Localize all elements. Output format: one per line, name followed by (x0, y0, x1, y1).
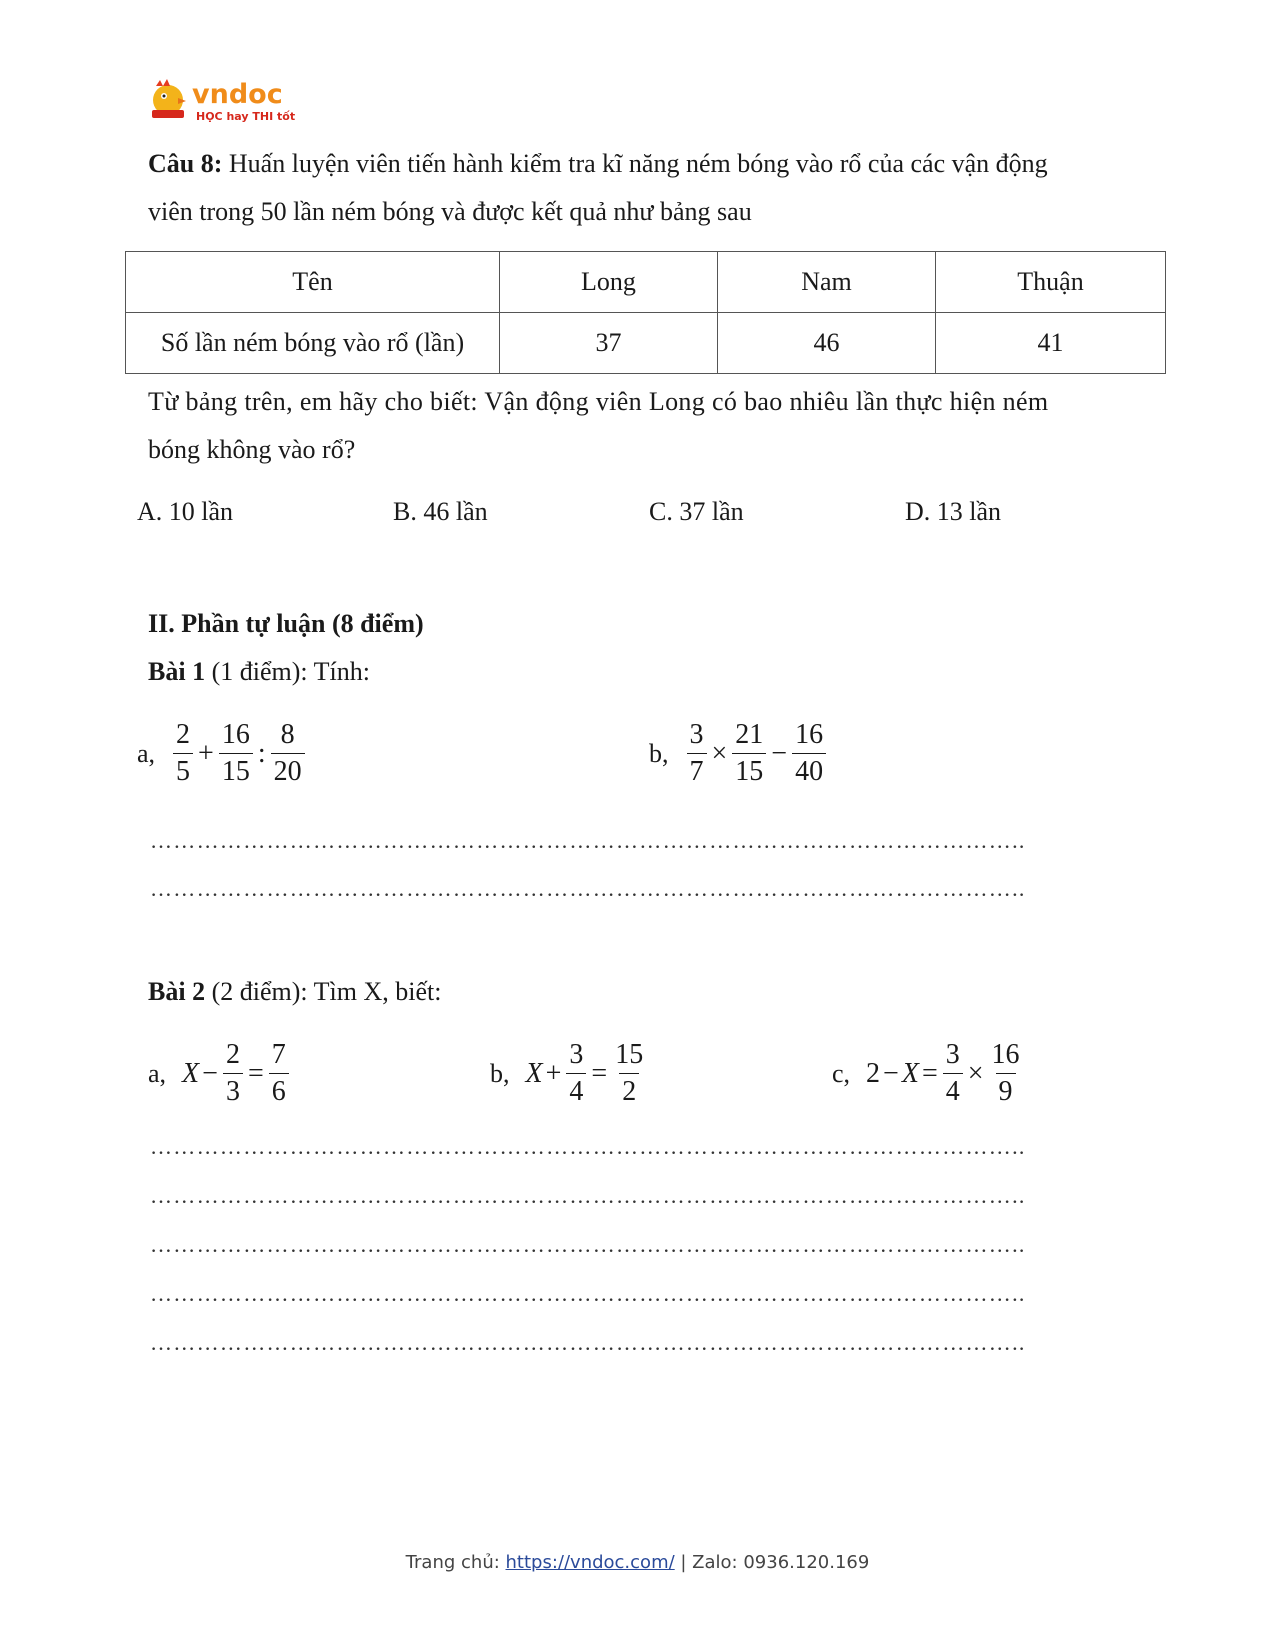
fraction: $\frac{8}{20}$ (271, 717, 305, 790)
table-cell: 41 (936, 313, 1166, 374)
operator: : (257, 737, 266, 769)
question8-prompt-line2: bóng không vào rổ? (148, 435, 356, 464)
table-cell: Nam (718, 252, 936, 313)
expr-label: c, (832, 1058, 851, 1088)
answer-line: ………………………………………………………………………………………………….. (150, 1330, 1026, 1355)
fraction: $\frac{16}{15}$ (219, 717, 253, 790)
answer-line: ………………………………………………………………………………………………….. (150, 1183, 1026, 1208)
fraction: $\frac{2}{5}$ (173, 717, 193, 790)
option-d: D. 13 lần (905, 497, 1002, 526)
table-cell: Long (500, 252, 718, 313)
operator: + (198, 737, 214, 769)
operator: − (202, 1057, 218, 1089)
footer-prefix: Trang chủ: (405, 1552, 506, 1573)
bai2-text: (2 điểm): Tìm X, biết: (205, 977, 442, 1006)
expr-label: a, (137, 738, 156, 768)
bai2-expression-b (490, 1037, 648, 1110)
table-cell: Tên (126, 252, 500, 313)
vndoc-logo (148, 76, 308, 128)
operator: + (545, 1057, 562, 1089)
question8-text-line2: viên trong 50 lần ném bóng và được kết quả như bảng sau (148, 197, 752, 226)
variable-x: X (901, 1057, 919, 1089)
option-b: B. 46 lần (393, 497, 488, 526)
question8-prompt-line1: Từ bảng trên, em hãy cho biết: Vận động viên Long có bao nhiêu lần thực hiện ném (148, 387, 1049, 416)
variable-x: X (525, 1057, 543, 1089)
table-cell: Thuận (936, 252, 1166, 313)
question8-text-line1: Huấn luyện viên tiến hành kiểm tra kĩ năng ném bóng vào rổ của các vận động (222, 149, 1048, 178)
answer-line: ………………………………………………………………………………………………….. (150, 1134, 1026, 1159)
option-c: C. 37 lần (649, 497, 744, 526)
operator: − (771, 737, 788, 769)
expr-label: b, (490, 1058, 510, 1088)
answer-line: ………………………………………………………………………………………………….. (150, 1232, 1026, 1257)
bai1-label: Bài 1 (148, 657, 206, 686)
equals: = (921, 1057, 938, 1089)
option-a: A. 10 lần (137, 497, 234, 526)
bai2-label: Bài 2 (148, 977, 206, 1006)
table-cell: 37 (500, 313, 718, 374)
bai1-text: (1 điểm): Tính: (205, 657, 370, 686)
bai1-heading (148, 648, 370, 696)
fraction: $\frac{15}{2}$ (612, 1037, 646, 1110)
fraction: $\frac{3}{4}$ (566, 1037, 586, 1110)
fraction: $\frac{3}{7}$ (687, 717, 707, 790)
fraction: $\frac{3}{4}$ (943, 1037, 963, 1110)
expr-label: a, (148, 1058, 167, 1088)
svg-text:vndoc: vndoc (192, 79, 283, 110)
question8-line1 (148, 140, 1048, 188)
equals: = (247, 1057, 264, 1089)
bai2-heading (148, 968, 441, 1016)
part2-title: II. Phần tự luận (8 điểm) (148, 609, 424, 638)
expr-label: b, (649, 738, 669, 768)
answer-line: ………………………………………………………………………………………………….. (150, 876, 1026, 901)
bai1-expression-a (137, 717, 307, 790)
results-table (125, 251, 1166, 374)
question8-label: Câu 8: (148, 149, 223, 178)
variable-x: X (182, 1057, 200, 1089)
operator: − (883, 1057, 899, 1089)
page-footer (0, 1552, 1275, 1573)
table-header-row (126, 252, 1166, 313)
footer-contact: | Zalo: 0936.120.169 (674, 1552, 870, 1573)
answer-line: ………………………………………………………………………………………………….. (150, 1281, 1026, 1306)
bai1-expression-b (649, 717, 828, 790)
constant: 2 (866, 1057, 881, 1089)
fraction: $\frac{16}{9}$ (989, 1037, 1023, 1110)
table-row (126, 313, 1166, 374)
fraction: $\frac{7}{6}$ (269, 1037, 289, 1110)
fraction: $\frac{2}{3}$ (223, 1037, 243, 1110)
bai2-expression-a (148, 1037, 291, 1110)
bai2-expression-c (832, 1037, 1025, 1110)
fraction: $\frac{21}{15}$ (732, 717, 766, 790)
table-cell: Số lần ném bóng vào rổ (lần) (126, 313, 500, 374)
homepage-link[interactable]: https://vndoc.com/ (505, 1552, 675, 1573)
operator: × (967, 1057, 984, 1089)
equals: = (591, 1057, 608, 1089)
svg-text:HỌC hay THI tốt: HỌC hay THI tốt (196, 110, 296, 123)
table-cell: 46 (718, 313, 936, 374)
operator: × (711, 737, 728, 769)
fraction: $\frac{16}{40}$ (792, 717, 826, 790)
answer-line: ………………………………………………………………………………………………….. (150, 828, 1026, 853)
